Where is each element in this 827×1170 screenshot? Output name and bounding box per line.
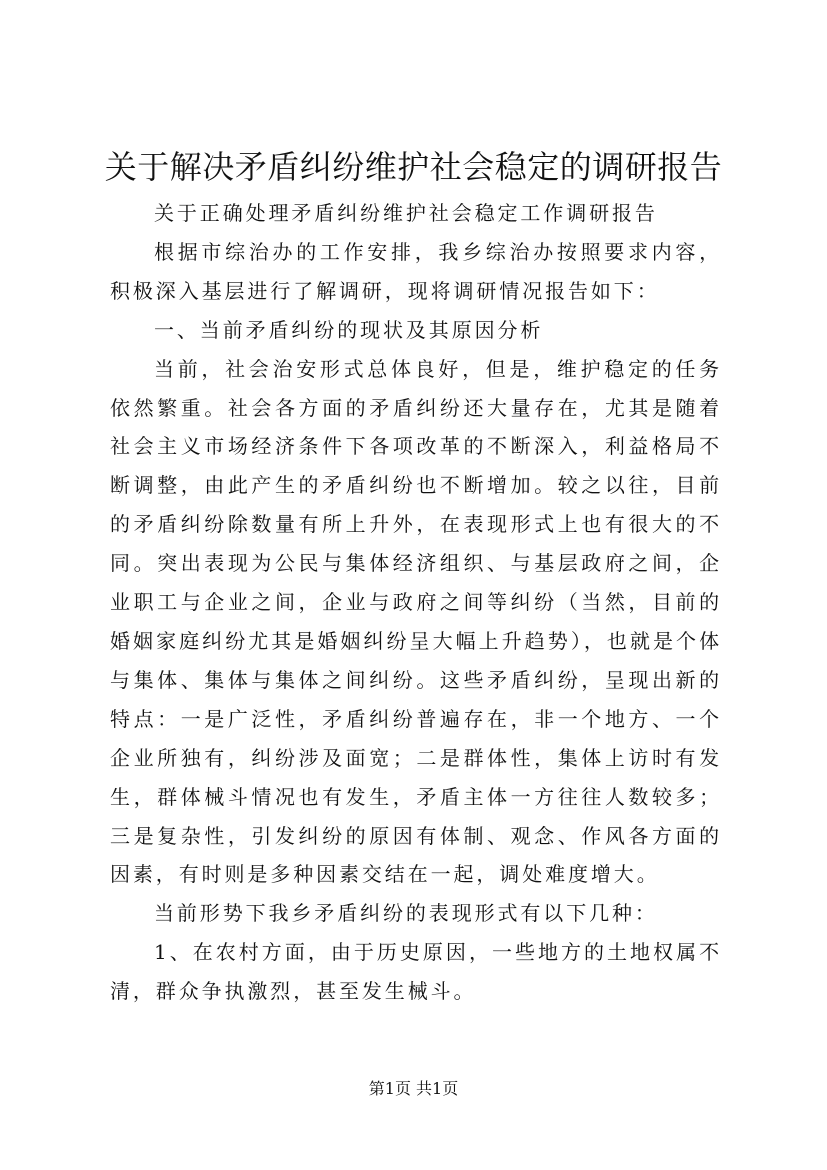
document-body <box>110 194 722 1011</box>
subtitle-paragraph: 关于正确处理矛盾纠纷维护社会稳定工作调研报告 <box>154 201 658 225</box>
intro-paragraph: 根据市综治办的工作安排，我乡综治办按照要求内容，积极深入基层进行了解调研，现将调研情况报告如下： <box>110 239 722 303</box>
page-footer: 第1页 共1页 <box>368 1079 459 1098</box>
forms-intro-paragraph: 当前形势下我乡矛盾纠纷的表现形式有以下几种： <box>154 901 658 926</box>
section-heading: 一、当前矛盾纠纷的现状及其原因分析 <box>154 317 544 342</box>
document-title: 关于解决矛盾纠纷维护社会稳定的调研报告 <box>104 148 723 186</box>
rural-item-paragraph: 1、在农村方面，由于历史原因，一些地方的土地权属不清，群众争执激烈，甚至发生械斗。 <box>110 940 722 1004</box>
analysis-paragraph: 当前，社会治安形式总体良好，但是，维护稳定的任务依然繁重。社会各方面的矛盾纠纷还大量存在，尤其是随着社会主义市场经济条件下各项改革的不断深入，利益格局不断调整，由此产生的矛盾纠纷也不断增加。较之以往，目前的矛盾纠纷除数量有所上升外，在表现形式上也有很大的不同。突出表现为公民与集体经济组织、与基层政府之间，企业职工与企业之间，企业与政府之间等纠纷（当然，目前的婚姻家庭纠纷尤其是婚姻纠纷呈大幅上升趋势），也就是个体与集体、集体与集体之间纠纷。这些矛盾纠纷，呈现出新的特点：一是广泛性，矛盾纠纷普遍存在，非一个地方、一个企业所独有，纠纷涉及面宽；二是群体性，集体上访时有发生，群体械斗情况也有发生，矛盾主体一方往往人数较多；三是复杂性，引发纠纷的原因有体制、观念、作风各方面的因素，有时则是多种因素交结在一起，调处难度增大。 <box>110 356 722 887</box>
